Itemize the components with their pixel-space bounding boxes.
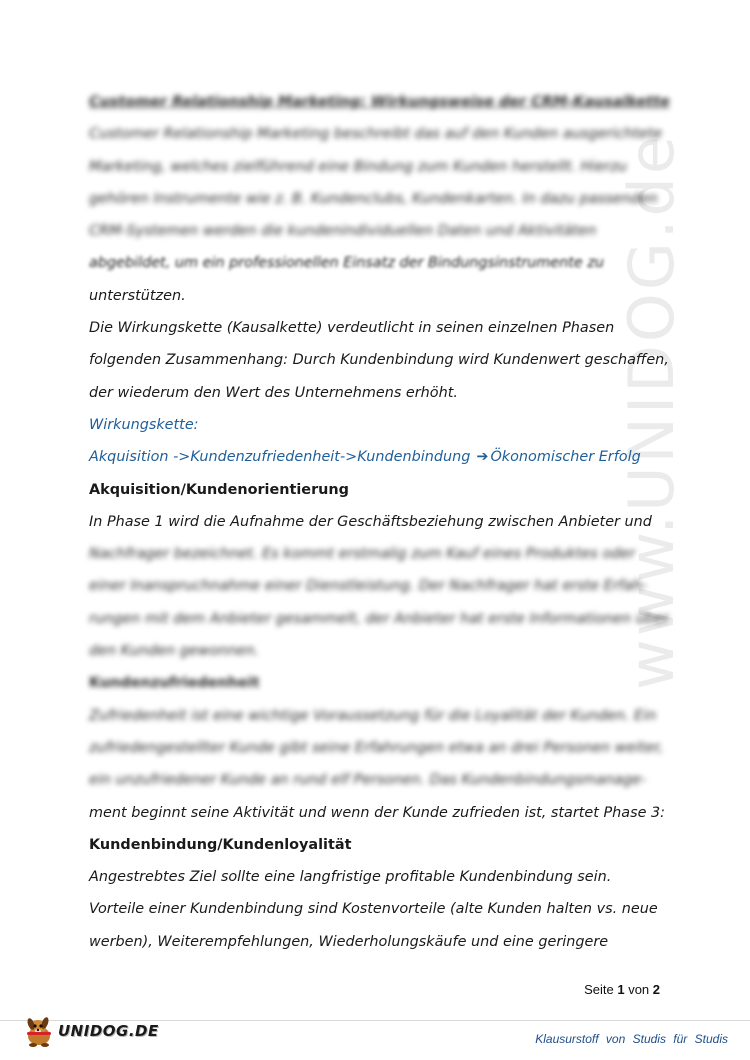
chain-sequence	[89, 441, 669, 473]
section1-line-3: einer Inanspruchnahme einer Dienstleistung. Der Nachfrager hat erste Erfah-	[89, 578, 647, 595]
chain-paragraph-line-2: folgenden Zusammenhang: Durch Kundenbindung wird Kundenwert geschaffen,	[89, 352, 669, 369]
intro-line-1: Customer Relationship Marketing beschreibt das auf den Kunden ausgerichtete	[89, 126, 663, 143]
section1-line-4: rungen mit dem Anbieter gesammelt, der Anbieter hat erste Informationen über	[89, 610, 669, 627]
section3-line-1: Angestrebtes Ziel sollte eine langfristige profitable Kundenbindung sein.	[89, 869, 612, 886]
unidog-logo	[22, 1014, 159, 1048]
chain-paragraph-line-1: Die Wirkungskette (Kausalkette) verdeutlicht in seinen einzelnen Phasen	[89, 320, 615, 337]
document-body	[89, 86, 669, 958]
section-heading-loyalty: Kundenbindung/Kundenloyalität	[89, 836, 352, 853]
section1-line-5: den Kunden gewonnen.	[89, 643, 260, 660]
section-heading-acquisition: Akquisition/Kundenorientierung	[89, 481, 349, 498]
page-prefix: Seite	[584, 982, 618, 997]
intro-line-5: abgebildet, um ein professionellen Einsatz der Bindungsinstrumente zu	[89, 255, 605, 272]
chain-paragraph-line-3: der wiederum den Wert des Unternehmens erhöht.	[89, 384, 458, 401]
intro-line-2: Marketing, welches zielführend eine Bindung zum Kunden herstellt. Hierzu	[89, 158, 627, 175]
section3-line-2: Vorteile einer Kundenbindung sind Kostenvorteile (alte Kunden halten vs. neue	[89, 901, 658, 918]
footer-tagline: Klausurstoff von Studis für Studis	[535, 1032, 728, 1046]
page-mid: von	[624, 982, 653, 997]
intro-line-4: CRM-Systemen werden die kundenindividuellen Daten und Aktivitäten	[89, 223, 597, 240]
watermark: www.UNIDOG.de	[615, 133, 688, 690]
page-current: 1	[617, 982, 625, 997]
chain-sequence-start: Akquisition ->Kundenzufriedenheit->Kundenbindung	[89, 449, 471, 466]
section2-line-2: zufriedengestellter Kunde gibt seine Erfahrungen etwa an drei Personen weiter,	[89, 739, 664, 756]
section2-line-4: ment beginnt seine Aktivität und wenn der Kunde zufrieden ist, startet Phase 3:	[89, 804, 666, 821]
document-title: Customer Relationship Marketing: Wirkungsweise der CRM-Kausalkette	[89, 94, 670, 110]
section-heading-satisfaction: Kundenzufriedenheit	[89, 675, 260, 692]
section3-line-3: werben), Weiterempfehlungen, Wiederholungskäufe und eine geringere	[89, 933, 609, 950]
dog-mascot-icon	[22, 1014, 56, 1048]
chain-label: Wirkungskette:	[89, 416, 199, 433]
section2-line-1: Zufriedenheit ist eine wichtige Voraussetzung für die Loyalität der Kunden. Ein	[89, 707, 657, 724]
section1-line-2: Nachfrager bezeichnet. Es kommt erstmalig zum Kauf eines Produktes oder	[89, 546, 636, 563]
logo-text: UNIDOG.DE	[58, 1022, 159, 1040]
intro-line-3: gehören Instrumente wie z. B. Kundenclubs, Kundenkarten. In dazu passenden	[89, 190, 658, 207]
intro-line-6: unterstützen.	[89, 287, 186, 304]
page-total: 2	[652, 982, 660, 997]
section1-line-1: In Phase 1 wird die Aufnahme der Geschäftsbeziehung zwischen Anbieter und	[89, 513, 652, 530]
right-arrow-icon: ➔	[476, 449, 489, 466]
chain-sequence-end: Ökonomischer Erfolg	[490, 449, 641, 466]
section2-line-3: ein unzufriedener Kunde an rund elf Personen. Das Kundenbindungsmanage-	[89, 772, 647, 789]
page-number	[584, 982, 660, 997]
